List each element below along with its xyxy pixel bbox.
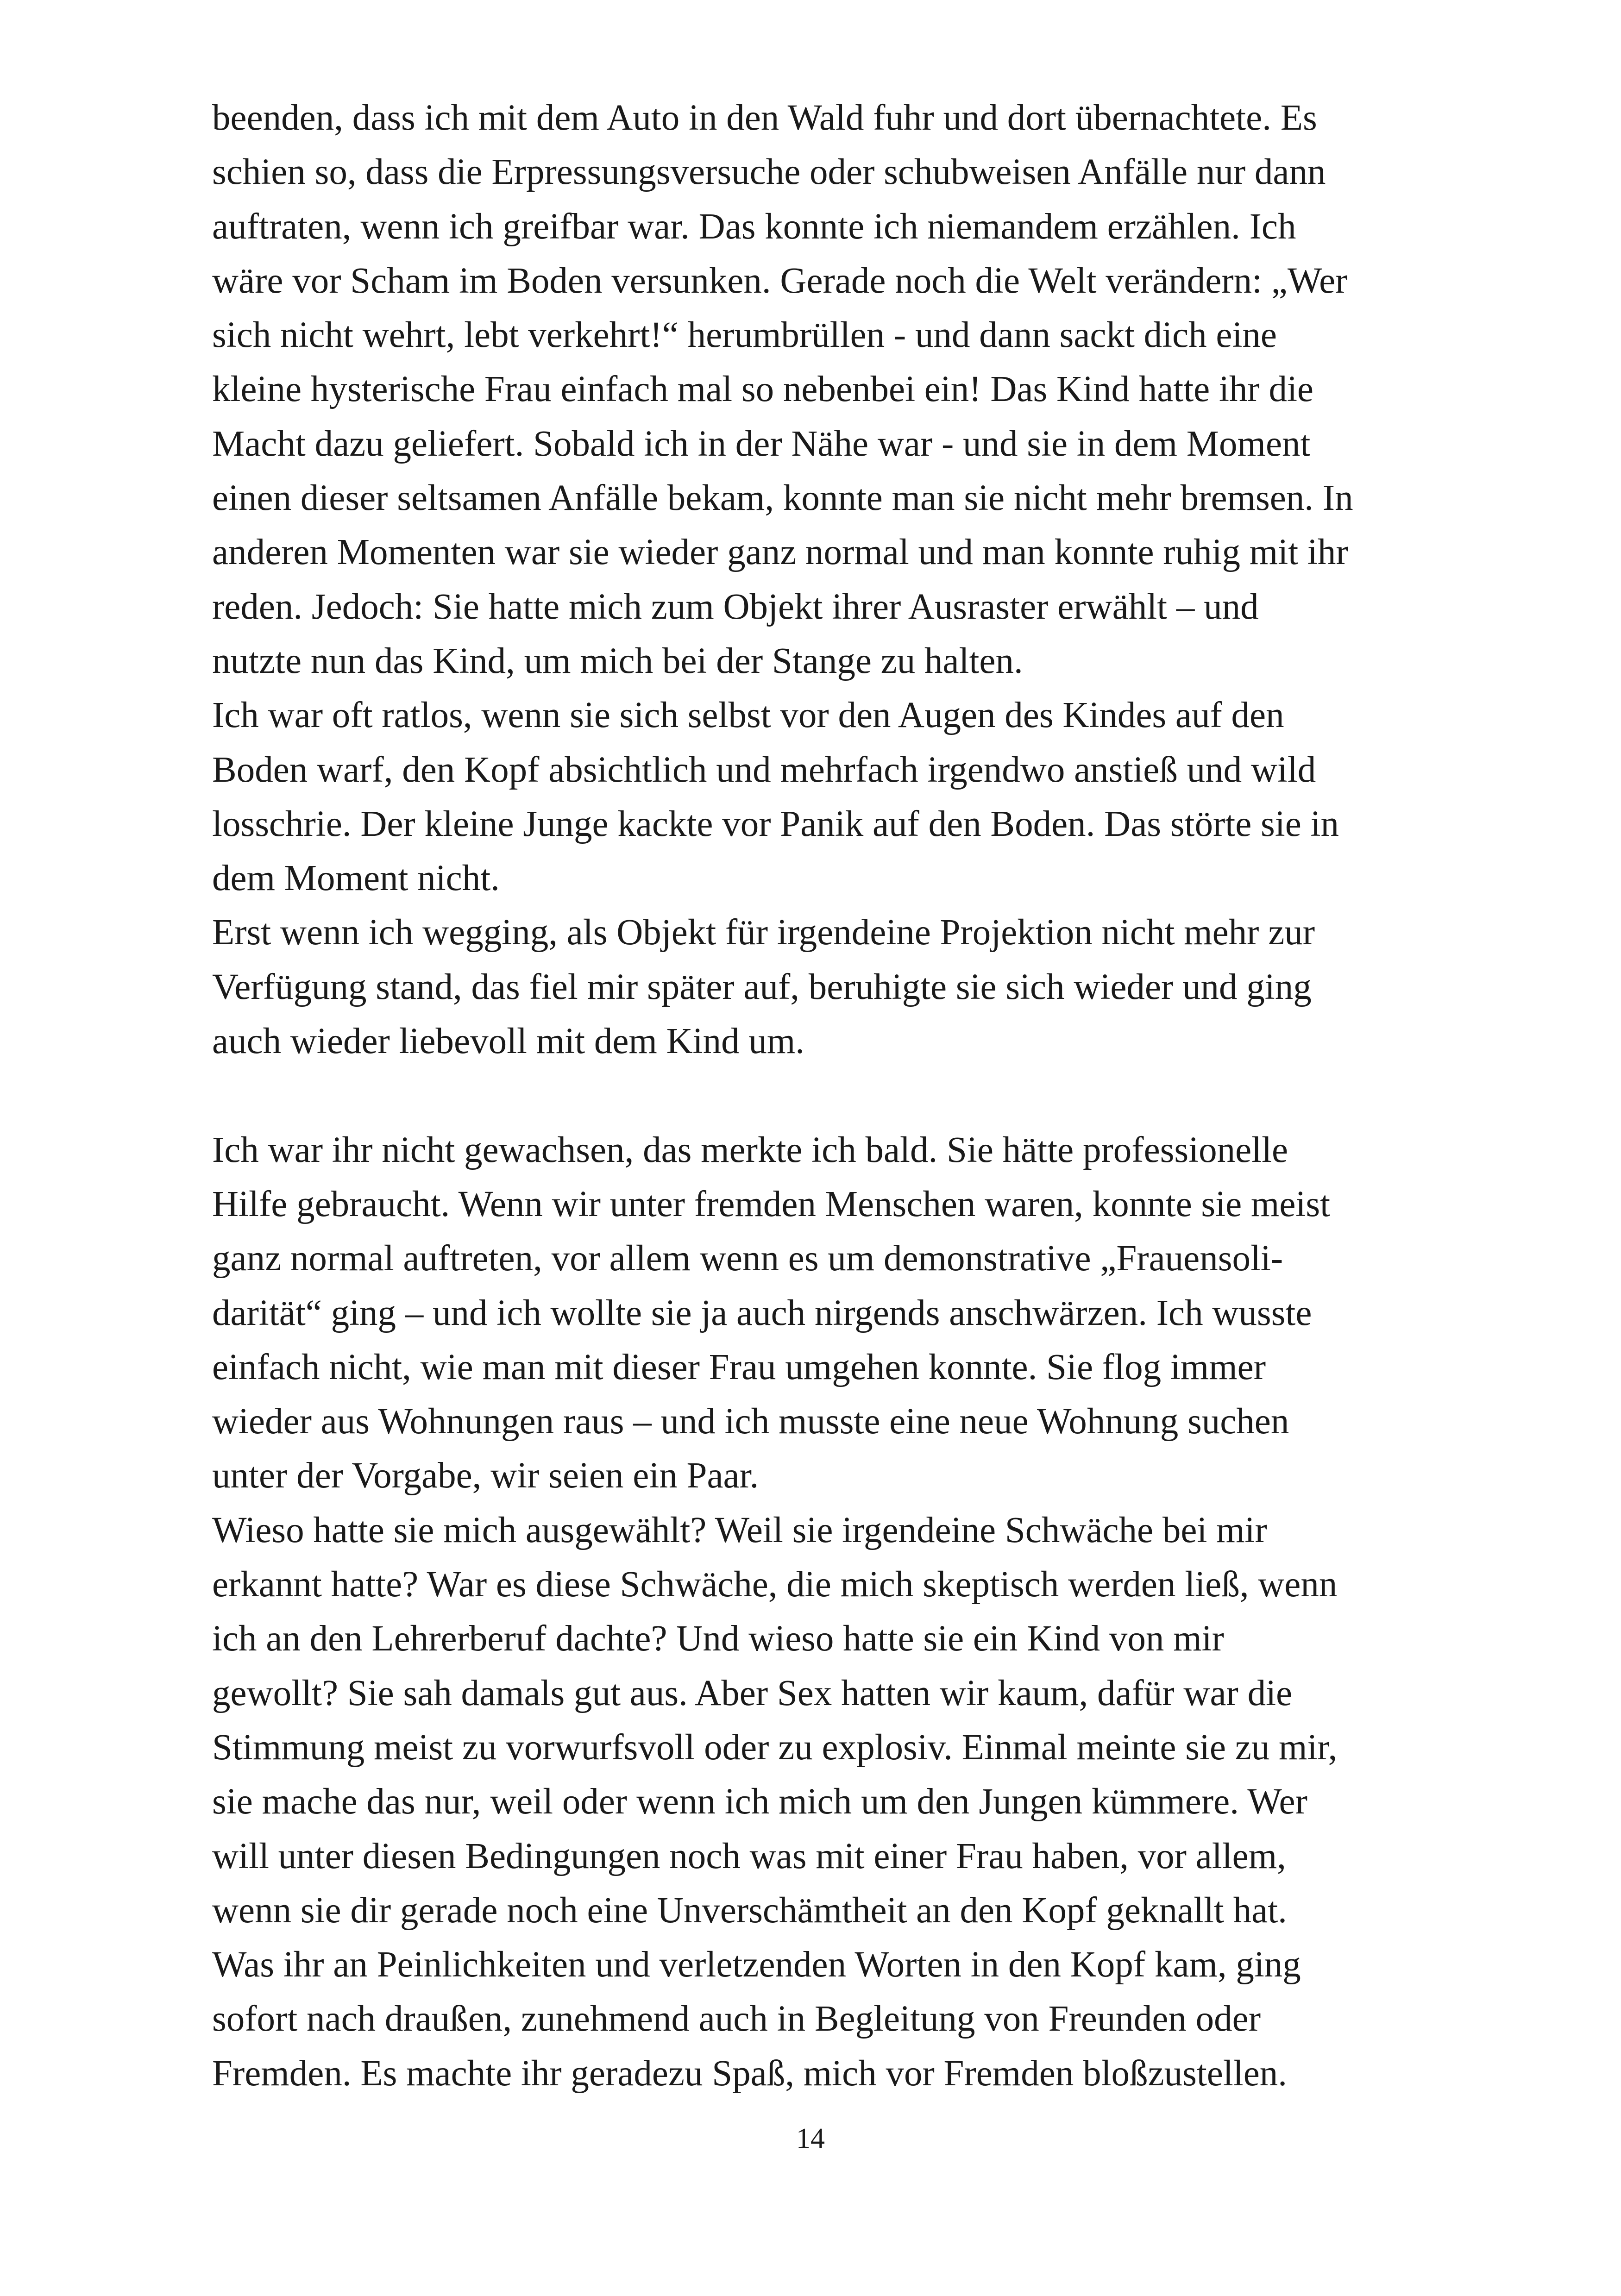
text-line: auch wieder liebevoll mit dem Kind um. (212, 1021, 805, 1062)
text-line: wäre vor Scham im Boden versunken. Gerade noch die Welt verändern: „Wer (212, 260, 1348, 301)
text-line: ganz normal auftreten, vor allem wenn es um demonstrative „Frauensoli- (212, 1238, 1283, 1279)
text-line: reden. Jedoch: Sie hatte mich zum Objekt ihrer Ausraster erwählt – und (212, 586, 1259, 627)
text-line: einen dieser seltsamen Anfälle bekam, konnte man sie nicht mehr bremsen. In (212, 478, 1353, 519)
text-line: ich an den Lehrerberuf dachte? Und wieso hatte sie ein Kind von mir (212, 1618, 1224, 1659)
paragraph-2 (212, 688, 1490, 905)
text-line: anderen Momenten war sie wieder ganz normal und man konnte ruhig mit ihr (212, 532, 1348, 573)
text-line: Wieso hatte sie mich ausgewählt? Weil sie irgendeine Schwäche bei mir (212, 1510, 1267, 1550)
text-line: gewollt? Sie sah damals gut aus. Aber Sex hatten wir kaum, dafür war die (212, 1673, 1293, 1713)
text-line: nutzte nun das Kind, um mich bei der Stange zu halten. (212, 640, 1023, 681)
text-line: wenn sie dir gerade noch eine Unverschämtheit an den Kopf geknallt hat. (212, 1890, 1287, 1931)
paragraph-spacer (212, 1068, 1490, 1123)
text-line: sich nicht wehrt, lebt verkehrt!“ herumbrüllen - und dann sackt dich eine (212, 315, 1277, 356)
paragraph-3 (212, 905, 1490, 1068)
text-line: beenden, dass ich mit dem Auto in den Wald fuhr und dort übernachtete. Es (212, 98, 1317, 138)
paragraph-1 (212, 91, 1490, 688)
text-line: Verfügung stand, das fiel mir später auf, beruhigte sie sich wieder und ging (212, 966, 1312, 1007)
text-line: Ich war ihr nicht gewachsen, das merkte ich bald. Sie hätte professionelle (212, 1129, 1288, 1170)
text-line: losschrie. Der kleine Junge kackte vor Panik auf den Boden. Das störte sie in (212, 803, 1339, 844)
body-text (212, 91, 1490, 2101)
text-line: Boden warf, den Kopf absichtlich und mehrfach irgendwo anstieß und wild (212, 749, 1316, 790)
text-line: sie mache das nur, weil oder wenn ich mich um den Jungen kümmere. Wer (212, 1782, 1307, 1822)
text-line: unter der Vorgabe, wir seien ein Paar. (212, 1455, 759, 1496)
paragraph-4 (212, 1123, 1490, 1503)
page-number: 14 (796, 2123, 825, 2154)
text-line: Was ihr an Peinlichkeiten und verletzenden Worten in den Kopf kam, ging (212, 1945, 1301, 1985)
text-line: einfach nicht, wie man mit dieser Frau umgehen konnte. Sie flog immer (212, 1347, 1266, 1387)
text-line: darität“ ging – und ich wollte sie ja auch nirgends anschwärzen. Ich wusste (212, 1292, 1312, 1333)
text-line: erkannt hatte? War es diese Schwäche, die mich skeptisch werden ließ, wenn (212, 1564, 1338, 1605)
text-line: Macht dazu geliefert. Sobald ich in der Nähe war - und sie in dem Moment (212, 423, 1311, 464)
text-line: Stimmung meist zu vorwurfsvoll oder zu explosiv. Einmal meinte sie zu mir, (212, 1727, 1338, 1768)
text-line: kleine hysterische Frau einfach mal so nebenbei ein! Das Kind hatte ihr die (212, 369, 1313, 410)
text-line: wieder aus Wohnungen raus – und ich musste eine neue Wohnung suchen (212, 1401, 1289, 1442)
text-line: auftraten, wenn ich greifbar war. Das konnte ich niemandem erzählen. Ich (212, 206, 1296, 247)
text-line: Ich war oft ratlos, wenn sie sich selbst vor den Augen des Kindes auf den (212, 695, 1284, 736)
text-line: sofort nach draußen, zunehmend auch in Begleitung von Freunden oder (212, 1999, 1261, 2039)
text-line: schien so, dass die Erpressungsversuche oder schubweisen Anfälle nur dann (212, 152, 1326, 193)
text-line: Fremden. Es machte ihr geradezu Spaß, mich vor Fremden bloßzustellen. (212, 2053, 1288, 2094)
text-line: dem Moment nicht. (212, 858, 500, 899)
paragraph-5 (212, 1503, 1490, 2101)
text-line: will unter diesen Bedingungen noch was mit einer Frau haben, vor allem, (212, 1836, 1286, 1876)
text-line: Erst wenn ich wegging, als Objekt für irgendeine Projektion nicht mehr zur (212, 912, 1315, 953)
text-line: Hilfe gebraucht. Wenn wir unter fremden Menschen waren, konnte sie meist (212, 1184, 1331, 1224)
